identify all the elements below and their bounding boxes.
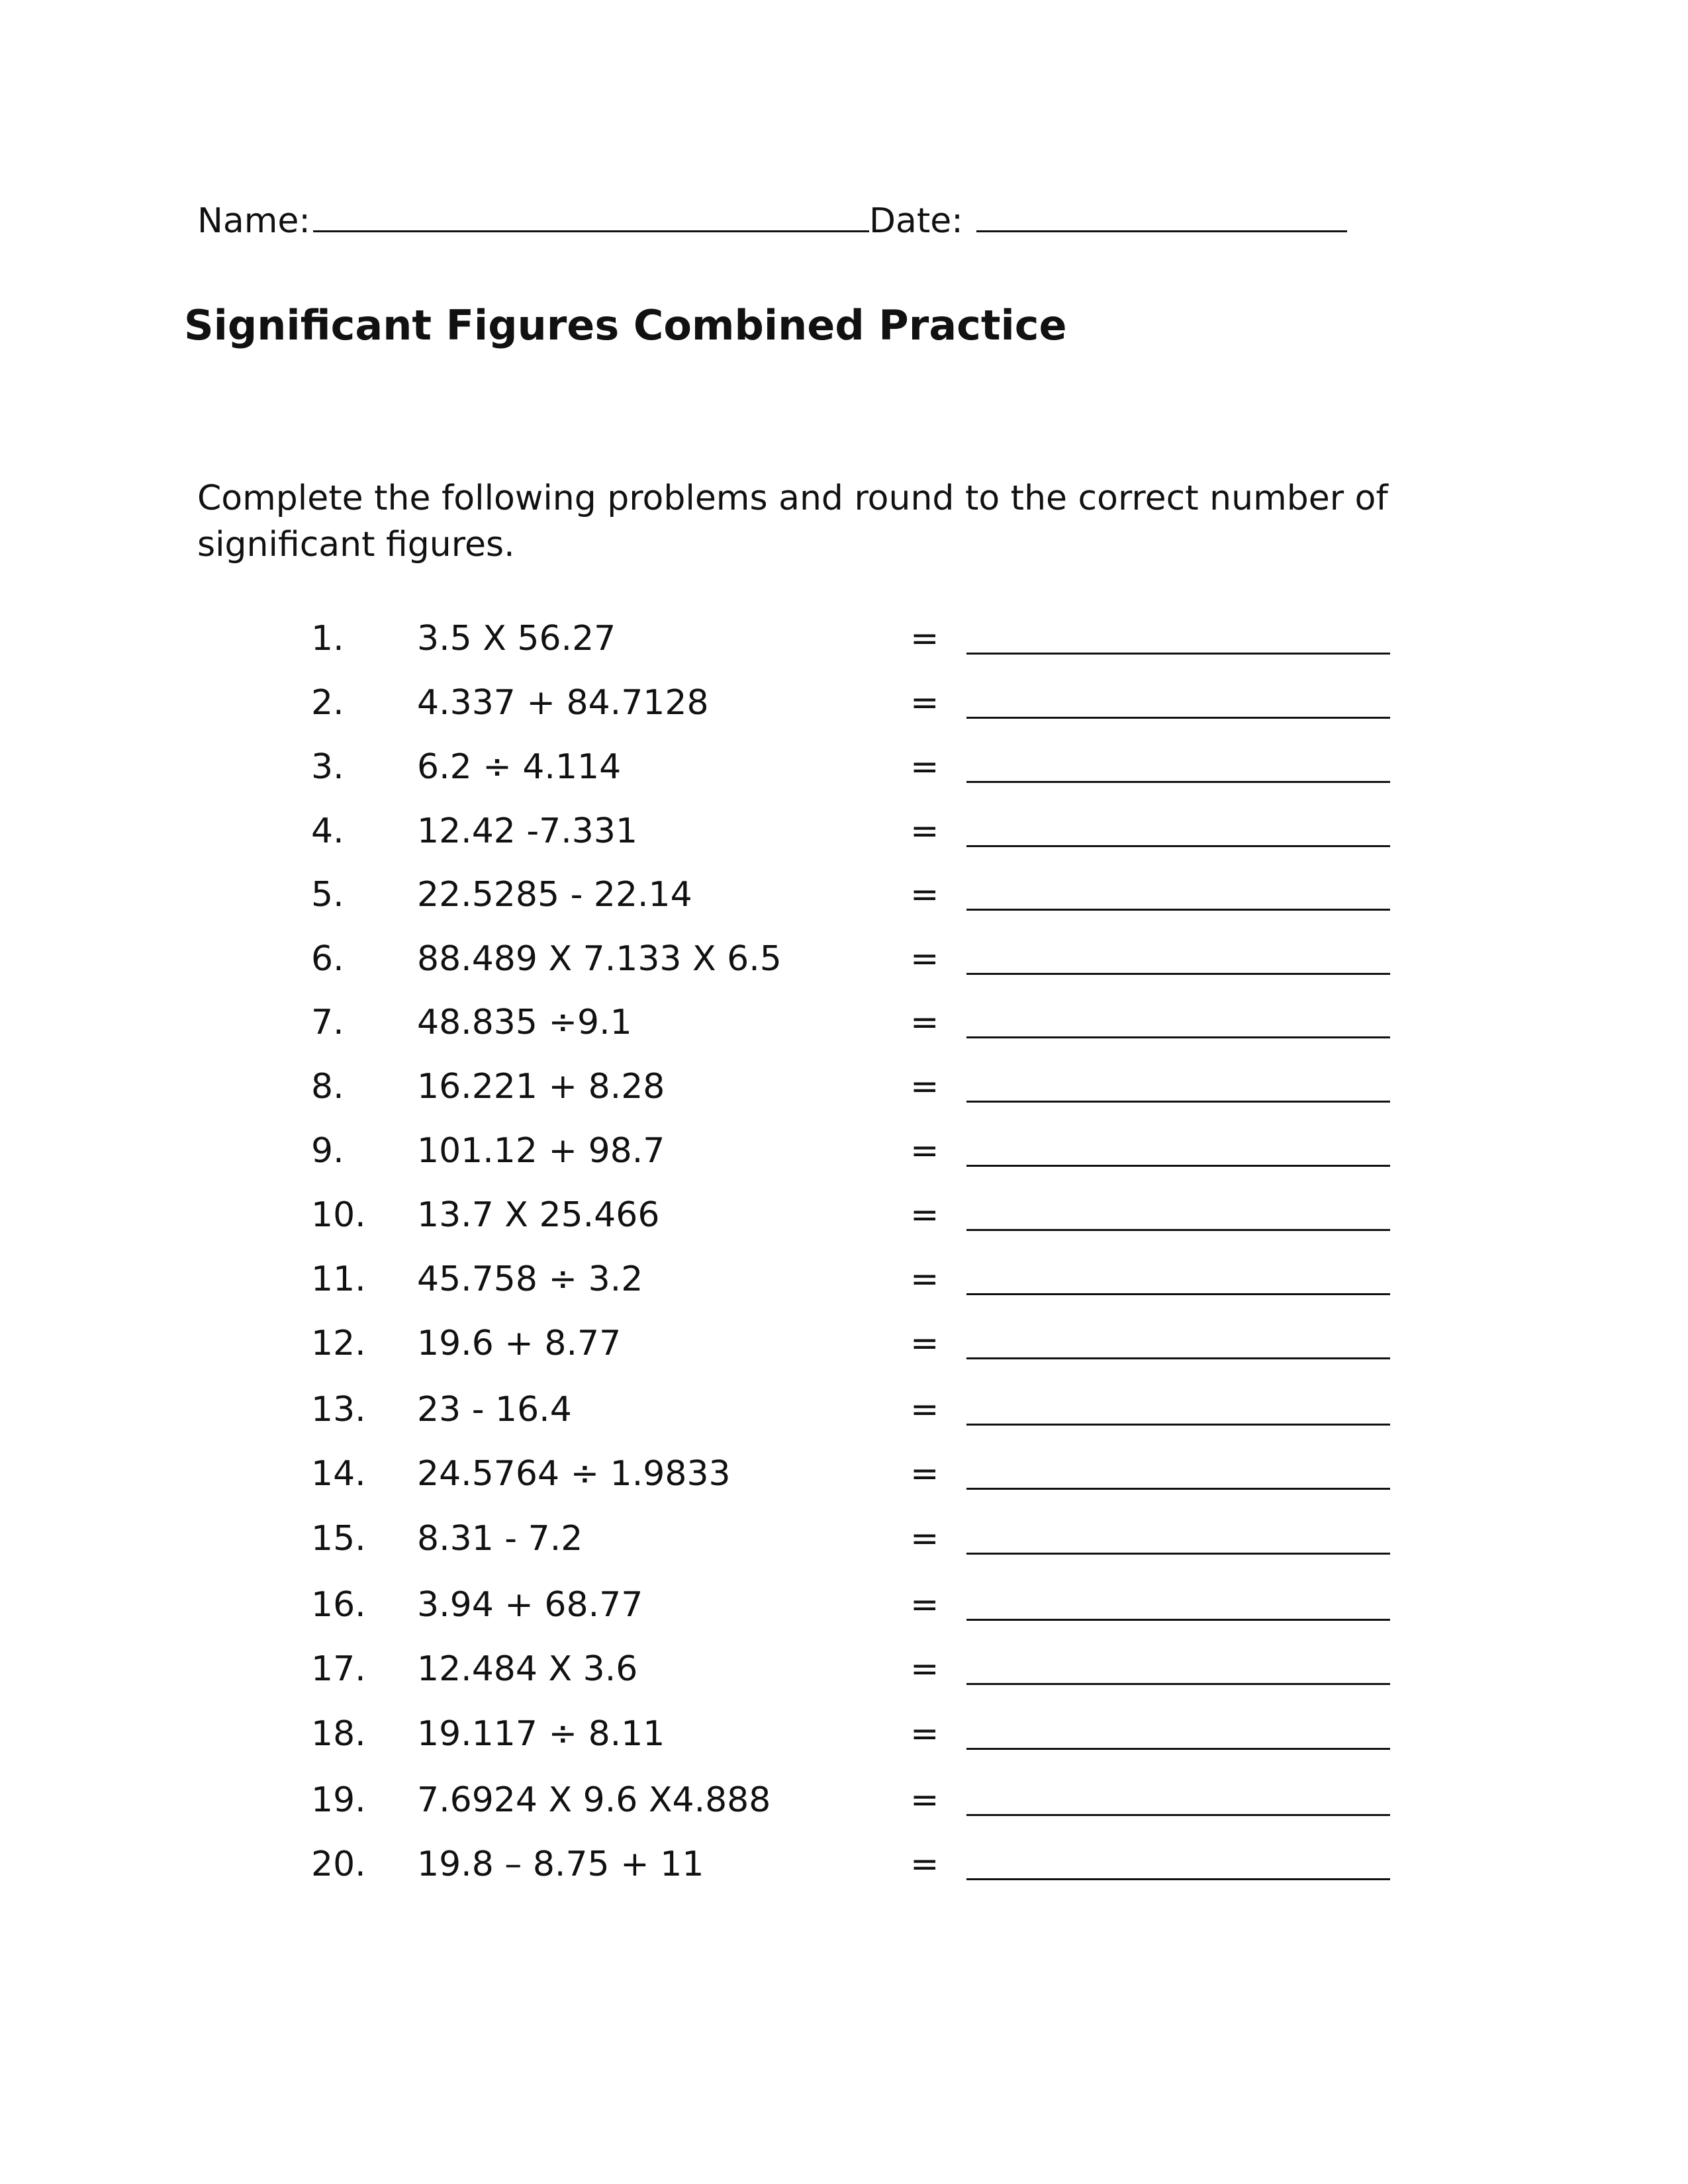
problem-row (0, 1841, 1688, 1888)
answer-blank[interactable] (966, 1229, 1390, 1231)
equals-sign: = (910, 1003, 939, 1042)
equals-sign: = (910, 1454, 939, 1494)
answer-blank[interactable] (966, 781, 1390, 783)
answer-blank[interactable] (966, 1619, 1390, 1621)
problem-number: 19. (311, 1780, 366, 1820)
problem-row (0, 936, 1688, 982)
answer-blank[interactable] (966, 973, 1390, 975)
equals-sign: = (910, 1259, 939, 1299)
answer-blank[interactable] (966, 1553, 1390, 1555)
name-label: Name: (197, 201, 310, 241)
problem-expression: 16.221 + 8.28 (417, 1067, 665, 1107)
problem-number: 4. (311, 811, 344, 851)
instructions: Complete the following problems and round to the correct number of significant figures. (197, 478, 1388, 565)
answer-blank[interactable] (966, 1748, 1390, 1750)
problem-row (0, 1516, 1688, 1562)
problem-expression: 12.484 X 3.6 (417, 1649, 638, 1689)
answer-blank[interactable] (966, 909, 1390, 911)
equals-sign: = (910, 1390, 939, 1430)
problem-number: 11. (311, 1259, 366, 1299)
problem-row (0, 680, 1688, 726)
equals-sign: = (910, 1780, 939, 1820)
problem-expression: 88.489 X 7.133 X 6.5 (417, 939, 782, 979)
problem-number: 20. (311, 1844, 366, 1884)
problem-number: 14. (311, 1454, 366, 1494)
problem-expression: 12.42 -7.331 (417, 811, 638, 851)
problem-expression: 13.7 X 25.466 (417, 1195, 660, 1235)
problem-expression: 101.12 + 98.7 (417, 1131, 665, 1171)
problem-row (0, 1777, 1688, 1823)
problem-number: 7. (311, 1003, 344, 1042)
problem-expression: 45.758 ÷ 3.2 (417, 1259, 643, 1299)
equals-sign: = (910, 1714, 939, 1754)
problem-number: 8. (311, 1067, 344, 1107)
problem-row (0, 999, 1688, 1046)
problem-expression: 19.117 ÷ 8.11 (417, 1714, 665, 1754)
answer-blank[interactable] (966, 1293, 1390, 1295)
answer-blank[interactable] (966, 1036, 1390, 1038)
problem-expression: 3.94 + 68.77 (417, 1585, 643, 1625)
problem-expression: 19.8 – 8.75 + 11 (417, 1844, 704, 1884)
problem-row (0, 872, 1688, 918)
problem-number: 15. (311, 1519, 366, 1559)
equals-sign: = (910, 875, 939, 915)
answer-blank[interactable] (966, 1814, 1390, 1816)
problem-number: 13. (311, 1390, 366, 1430)
answer-blank[interactable] (966, 1357, 1390, 1359)
problem-number: 6. (311, 939, 344, 979)
problem-row (0, 615, 1688, 662)
problem-row (0, 1256, 1688, 1302)
equals-sign: = (910, 811, 939, 851)
equals-sign: = (910, 1844, 939, 1884)
problem-number: 5. (311, 875, 344, 915)
problem-row (0, 744, 1688, 790)
problem-row (0, 1646, 1688, 1692)
problem-expression: 22.5285 - 22.14 (417, 875, 692, 915)
problem-row (0, 1128, 1688, 1174)
equals-sign: = (910, 1131, 939, 1171)
problem-number: 16. (311, 1585, 366, 1625)
problem-expression: 3.5 X 56.27 (417, 619, 616, 659)
problem-expression: 19.6 + 8.77 (417, 1324, 622, 1363)
equals-sign: = (910, 1067, 939, 1107)
problem-expression: 23 - 16.4 (417, 1390, 572, 1430)
problem-row (0, 1451, 1688, 1497)
answer-blank[interactable] (966, 845, 1390, 847)
answer-blank[interactable] (966, 1878, 1390, 1880)
answer-blank[interactable] (966, 1165, 1390, 1167)
problem-number: 9. (311, 1131, 344, 1171)
problem-expression: 4.337 + 84.7128 (417, 683, 709, 723)
problem-row (0, 1387, 1688, 1433)
equals-sign: = (910, 1585, 939, 1625)
answer-blank[interactable] (966, 1488, 1390, 1490)
page-title: Significant Figures Combined Practice (184, 301, 1067, 349)
problem-row (0, 1192, 1688, 1238)
problem-number: 1. (311, 619, 344, 659)
problem-row (0, 1064, 1688, 1110)
problem-number: 17. (311, 1649, 366, 1689)
equals-sign: = (910, 747, 939, 787)
problem-expression: 7.6924 X 9.6 X4.888 (417, 1780, 771, 1820)
problem-row (0, 1711, 1688, 1757)
problem-expression: 48.835 ÷9.1 (417, 1003, 632, 1042)
equals-sign: = (910, 1324, 939, 1363)
problem-expression: 8.31 - 7.2 (417, 1519, 583, 1559)
date-label: Date: (868, 201, 963, 241)
problem-row (0, 1320, 1688, 1367)
answer-blank[interactable] (966, 653, 1390, 655)
problem-number: 12. (311, 1324, 366, 1363)
equals-sign: = (910, 619, 939, 659)
answer-blank[interactable] (966, 1101, 1390, 1103)
equals-sign: = (910, 1195, 939, 1235)
answer-blank[interactable] (966, 717, 1390, 719)
problem-row (0, 1582, 1688, 1628)
equals-sign: = (910, 683, 939, 723)
problem-row (0, 808, 1688, 854)
problem-number: 18. (311, 1714, 366, 1754)
problem-expression: 24.5764 ÷ 1.9833 (417, 1454, 731, 1494)
equals-sign: = (910, 1649, 939, 1689)
answer-blank[interactable] (966, 1424, 1390, 1426)
problem-number: 2. (311, 683, 344, 723)
equals-sign: = (910, 939, 939, 979)
problem-number: 10. (311, 1195, 366, 1235)
answer-blank[interactable] (966, 1683, 1390, 1685)
equals-sign: = (910, 1519, 939, 1559)
problem-number: 3. (311, 747, 344, 787)
problem-expression: 6.2 ÷ 4.114 (417, 747, 622, 787)
